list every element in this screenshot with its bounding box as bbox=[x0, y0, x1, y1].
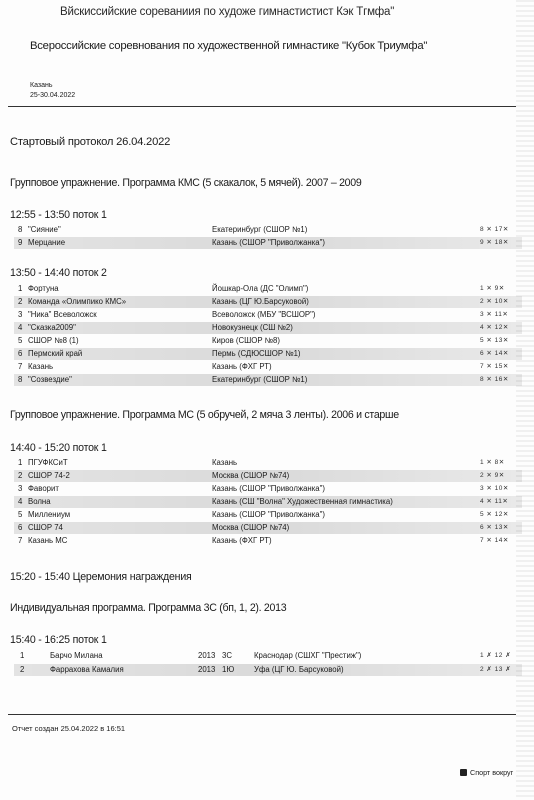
judge-marks: 1 ✕ 9✕ bbox=[480, 285, 505, 292]
team-name: Фаворит bbox=[28, 484, 59, 493]
team-name: "Сказка2009" bbox=[28, 323, 76, 332]
start-number: 6 bbox=[18, 349, 23, 358]
flow-title: 15:40 - 16:25 поток 1 bbox=[10, 634, 107, 646]
table-row bbox=[14, 535, 522, 547]
table-row bbox=[14, 509, 522, 521]
team-name: "Ника" Всеволожск bbox=[28, 310, 97, 319]
table-row bbox=[14, 650, 522, 662]
judge-marks: 6 ✕ 14✕ bbox=[480, 350, 509, 357]
sport-rank: 1Ю bbox=[222, 665, 235, 674]
team-name: Волна bbox=[28, 497, 51, 506]
header-divider bbox=[8, 106, 516, 107]
team-city: Всеволожск (МБУ "ВСШОР") bbox=[212, 310, 316, 319]
table-row bbox=[14, 309, 522, 321]
table-row bbox=[14, 224, 522, 236]
judge-marks: 3 ✕ 11✕ bbox=[480, 311, 509, 318]
start-number: 7 bbox=[18, 536, 23, 545]
team-city: Москва (СШОР №74) bbox=[212, 523, 290, 532]
judge-marks: 3 ✕ 10✕ bbox=[480, 485, 509, 492]
brand-logo-icon bbox=[460, 769, 467, 776]
table-row bbox=[14, 457, 522, 469]
team-city: Казань (ФХГ РТ) bbox=[212, 362, 272, 371]
start-number: 1 bbox=[18, 458, 23, 467]
team-city: Казань (СШОР "Приволжанка") bbox=[212, 510, 326, 519]
birth-year: 2013 bbox=[198, 651, 216, 660]
team-name: Фортуна bbox=[28, 284, 59, 293]
team-name: "Созвездие" bbox=[28, 375, 72, 384]
award-ceremony: 15:20 - 15:40 Церемония награждения bbox=[10, 571, 192, 583]
start-number: 4 bbox=[18, 497, 23, 506]
start-number: 5 bbox=[18, 336, 23, 345]
start-number: 6 bbox=[18, 523, 23, 532]
judge-marks: 9 ✕ 18✕ bbox=[480, 239, 509, 246]
section-title: Групповое упражнение. Программа КМС (5 скакалок, 5 мячей). 2007 – 2009 bbox=[10, 177, 362, 189]
judge-marks: 7 ✕ 14✕ bbox=[480, 537, 509, 544]
team-city: Краснодар (СШХГ "Престиж") bbox=[254, 651, 362, 660]
team-city: Казань (ФХГ РТ) bbox=[212, 536, 272, 545]
brand-name: Спорт вокруг bbox=[470, 768, 514, 777]
section-title: Индивидуальная программа. Программа 3С (бп, 1, 2). 2013 bbox=[10, 602, 287, 614]
start-number: 2 bbox=[18, 297, 23, 306]
judge-marks: 1 ✕ 8✕ bbox=[480, 459, 505, 466]
table-row bbox=[14, 322, 522, 334]
start-number: 9 bbox=[18, 238, 23, 247]
start-number: 1 bbox=[18, 284, 23, 293]
team-name: Пермский край bbox=[28, 349, 83, 358]
team-city: Пермь (СДЮСШОР №1) bbox=[212, 349, 301, 358]
team-name: СШОР 74-2 bbox=[28, 471, 70, 480]
team-city: Киров (СШОР №8) bbox=[212, 336, 280, 345]
judge-marks: 8 ✕ 16✕ bbox=[480, 376, 509, 383]
start-number: 3 bbox=[18, 310, 23, 319]
sport-rank: 3С bbox=[222, 651, 232, 660]
footer-divider bbox=[8, 714, 516, 715]
team-city: Уфа (ЦГ Ю. Барсуковой) bbox=[254, 665, 344, 674]
table-row bbox=[14, 664, 522, 676]
team-city: Новокузнецк (СШ №2) bbox=[212, 323, 293, 332]
table-row bbox=[14, 348, 522, 360]
report-created: Отчет создан 25.04.2022 в 16:51 bbox=[12, 724, 126, 733]
start-number: 3 bbox=[18, 484, 23, 493]
table-row bbox=[14, 283, 522, 295]
team-name: "Сияние" bbox=[28, 225, 61, 234]
team-city: Москва (СШОР №74) bbox=[212, 471, 290, 480]
table-row bbox=[14, 522, 522, 534]
judge-marks: 1 ✗ 12 ✗ bbox=[480, 652, 512, 659]
table-row bbox=[14, 361, 522, 373]
judge-marks: 2 ✕ 10✕ bbox=[480, 298, 509, 305]
start-number: 5 bbox=[18, 510, 23, 519]
judge-marks: 4 ✕ 11✕ bbox=[480, 498, 509, 505]
judge-marks: 4 ✕ 12✕ bbox=[480, 324, 509, 331]
event-dates: 25-30.04.2022 bbox=[30, 92, 76, 99]
scan-edge-noise bbox=[516, 0, 534, 800]
judge-marks: 5 ✕ 12✕ bbox=[480, 511, 509, 518]
team-city: Казань (СШ "Волна" Художественная гимнастика) bbox=[212, 497, 393, 506]
judge-marks: 6 ✕ 13✕ bbox=[480, 524, 509, 531]
flow-title: 12:55 - 13:50 поток 1 bbox=[10, 209, 107, 221]
table-row bbox=[14, 470, 522, 482]
start-number: 7 bbox=[18, 362, 23, 371]
team-city: Екатеринбург (СШОР №1) bbox=[212, 375, 308, 384]
table-row bbox=[14, 335, 522, 347]
team-city: Казань (ЦГ Ю.Барсуковой) bbox=[212, 297, 309, 306]
judge-marks: 5 ✕ 13✕ bbox=[480, 337, 509, 344]
table-row bbox=[14, 237, 522, 249]
judge-marks: 2 ✕ 9✕ bbox=[480, 472, 505, 479]
protocol-title: Стартовый протокол 26.04.2022 bbox=[10, 136, 171, 148]
start-number: 8 bbox=[18, 375, 23, 384]
table-row bbox=[14, 296, 522, 308]
team-name: ПГУФКСиТ bbox=[28, 458, 68, 467]
section-title: Групповое упражнение. Программа МС (5 обручей, 2 мяча 3 ленты). 2006 и старше bbox=[10, 409, 399, 421]
team-name: Команда «Олимпико КМС» bbox=[28, 297, 127, 306]
event-city: Казань bbox=[30, 82, 53, 89]
team-name: Миллениум bbox=[28, 510, 71, 519]
team-city: Казань bbox=[212, 458, 238, 467]
document-title: Всероссийские соревнования по художественной гимнастике "Кубок Триумфа" bbox=[30, 40, 428, 52]
team-city: Екатеринбург (СШОР №1) bbox=[212, 225, 308, 234]
judge-marks: 8 ✕ 17✕ bbox=[480, 226, 509, 233]
start-number: 2 bbox=[20, 665, 25, 674]
table-row bbox=[14, 483, 522, 495]
table-row bbox=[14, 374, 522, 386]
judge-marks: 2 ✗ 13 ✗ bbox=[480, 666, 512, 673]
footer-brand bbox=[460, 768, 513, 777]
athlete-name: Барчо Милана bbox=[50, 651, 103, 660]
start-number: 1 bbox=[20, 651, 25, 660]
start-number: 8 bbox=[18, 225, 23, 234]
team-name: Казань МС bbox=[28, 536, 68, 545]
athlete-name: Фаррахова Камалия bbox=[50, 665, 124, 674]
team-city: Йошкар-Ола (ДС "Олимп") bbox=[212, 284, 309, 293]
flow-title: 14:40 - 15:20 поток 1 bbox=[10, 442, 107, 454]
bleed-through-header: Вйскиссийские сореваниия по художе гимнастистист Кэк Тгмфа" bbox=[60, 6, 395, 18]
team-name: СШОР №8 (1) bbox=[28, 336, 79, 345]
judge-marks: 7 ✕ 15✕ bbox=[480, 363, 509, 370]
team-name: Мерцание bbox=[28, 238, 66, 247]
birth-year: 2013 bbox=[198, 665, 216, 674]
flow-title: 13:50 - 14:40 поток 2 bbox=[10, 267, 107, 279]
table-row bbox=[14, 496, 522, 508]
team-city: Казань (СШОР "Приволжанка") bbox=[212, 238, 326, 247]
start-number: 2 bbox=[18, 471, 23, 480]
start-number: 4 bbox=[18, 323, 23, 332]
team-name: СШОР 74 bbox=[28, 523, 63, 532]
team-city: Казань (СШОР "Приволжанка") bbox=[212, 484, 326, 493]
team-name: Казань bbox=[28, 362, 54, 371]
